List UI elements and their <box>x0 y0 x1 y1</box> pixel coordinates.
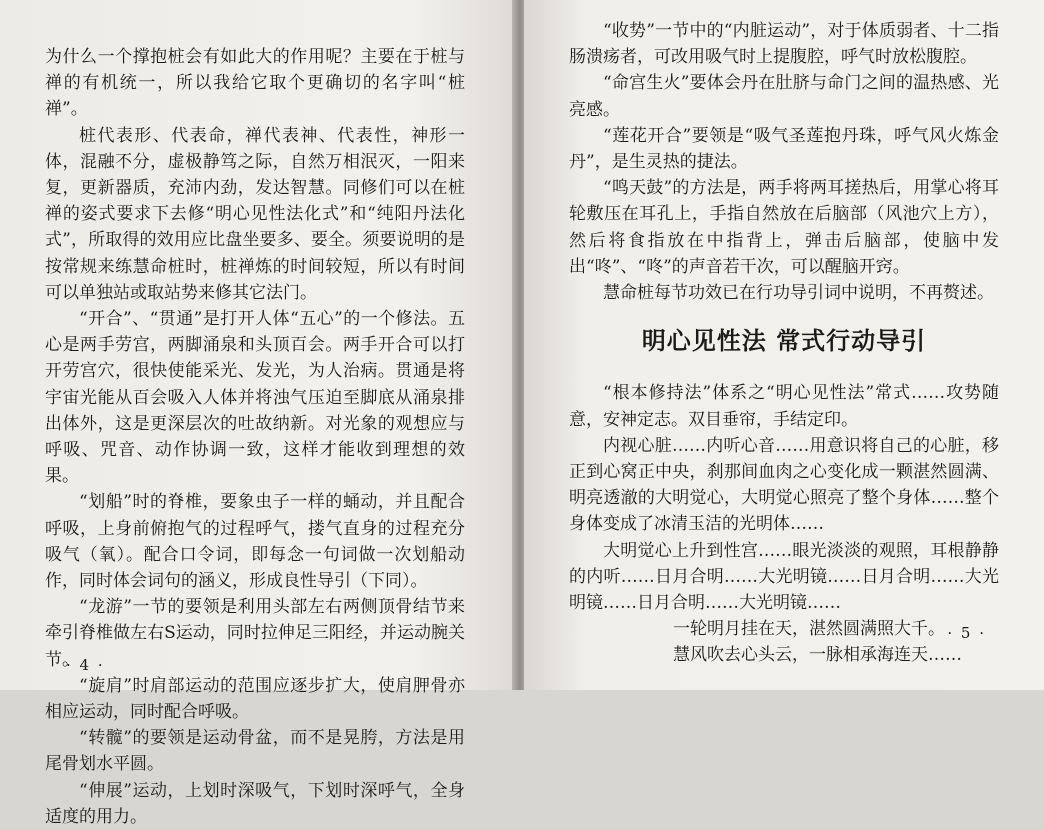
verse-line: 慧风吹去心头云，一脉相承海连天…… <box>673 645 962 666</box>
paragraph: “开合”、“贯通”是打开人体“五心”的一个修法。五心是两手劳宫，两脚涌泉和头顶百会。两手开合可以打开劳宫穴，很快使能采光、发光，为人治病。贯通是将宇宙光能从百会吸入人体并将浊气压迫至脚底从涌泉排出体外，这是更深层次的吐故纳新。对光象的观想应与呼吸、咒音、动作协调一致，这样才能收到理想的效果。 <box>45 309 465 487</box>
paragraph: 内视心脏……内听心音……用意识将自己的心脏，移正到心窝正中央，刹那间血肉之心变化成一颗湛然圆满、明亮透澈的大明觉心，大明觉心照亮了整个身体……整个身体变成了冰清玉洁的光明体…… <box>569 435 999 535</box>
paragraph: “转髋”的要领是运动骨盆，而不是晃胯，方法是用尾骨划水平圆。 <box>45 728 465 775</box>
paragraph: 为什么一个撑抱桩会有如此大的作用呢？主要在于桩与禅的有机统一，所以我给它取个更确切的名字叫“桩禅”。 <box>45 47 465 120</box>
paragraph: “旋肩”时肩部运动的范围应逐步扩大，使肩胛骨亦相应运动，同时配合呼吸。 <box>45 675 465 723</box>
left-page-text <box>45 44 465 830</box>
section-title: 明心见性法 常式行动导引 <box>641 327 927 356</box>
paragraph: 大明觉心上升到性宫……眼光淡淡的观照，耳根静静的内听……日月合明……大光明镜……日月合明……大光明镜……日月合明……大光明镜…… <box>569 540 999 614</box>
paragraph: “龙游”一节的要领是利用头部左右两侧顶骨结节来牵引脊椎做左右S运动，同时拉伸足三阳经，并运动腕关节。 <box>45 597 465 670</box>
paragraph: 桩代表形、代表命，禅代表神、代表性，神形一体，混融不分，虚极静笃之际，自然万相泯灭，一阳来复，更新器质，充沛内劲，发达智慧。同修们可以在桩禅的姿式要求下去修“明心见性法化式”和“纯阳丹法化式”，所取得的效用应比盘坐要多、要全。须要说明的是按常规来练慧命桩时，桩禅炼的时间较短，所以有时间可以单独站或取站势来修其它法门。 <box>45 125 465 303</box>
right-page-text <box>569 18 999 669</box>
paragraph: “收势”一节中的“内脏运动”，对于体质弱者、十二指肠溃疡者，可改用吸气时上提腹腔，呼气时放松腹腔。 <box>569 21 999 68</box>
paragraph: “莲花开合”要领是“吸气圣莲抱丹珠，呼气风火炼金丹”，是生灵热的捷法。 <box>569 125 999 173</box>
right-page <box>524 0 1044 690</box>
verse-line: 一轮明月挂在天，湛然圆满照大千。 <box>673 619 945 640</box>
paragraph: “划船”时的脊椎，要象虫子一样的蛹动，并且配合呼吸，上身前俯抱气的过程呼气，搂气直身的过程充分吸气（氧）。配合口令词，即每念一句词做一次划船动作，同时体会词句的涵义，形成良性导引（下同）。 <box>45 492 465 592</box>
left-page <box>0 0 516 827</box>
paragraph: “根本修持法”体系之“明心见性法”常式……攻势随意，安神定志。双目垂帘，手结定印。 <box>569 383 999 430</box>
paragraph: 慧命桩每节功效已在行功导引词中说明，不再赘述。 <box>603 283 994 304</box>
paragraph: “鸣天鼓”的方法是，两手将两耳搓热后，用掌心将耳轮敷压在耳孔上，手指自然放在后脑部（风池穴上方），然后将食指放在中指背上，弹击后脑部，使脑中发出“咚”、“咚”的声音若干次，可以醒脑开窍。 <box>569 178 999 277</box>
paragraph: “命宫生火”要体会丹在肚脐与命门之间的温热感、光亮感。 <box>569 73 999 120</box>
paragraph: “伸展”运动，上划时深吸气，下划时深呼气，全身适度的用力。 <box>45 780 465 827</box>
page-number: · 4 · <box>66 656 105 674</box>
page-number: · 5 · <box>947 624 986 642</box>
